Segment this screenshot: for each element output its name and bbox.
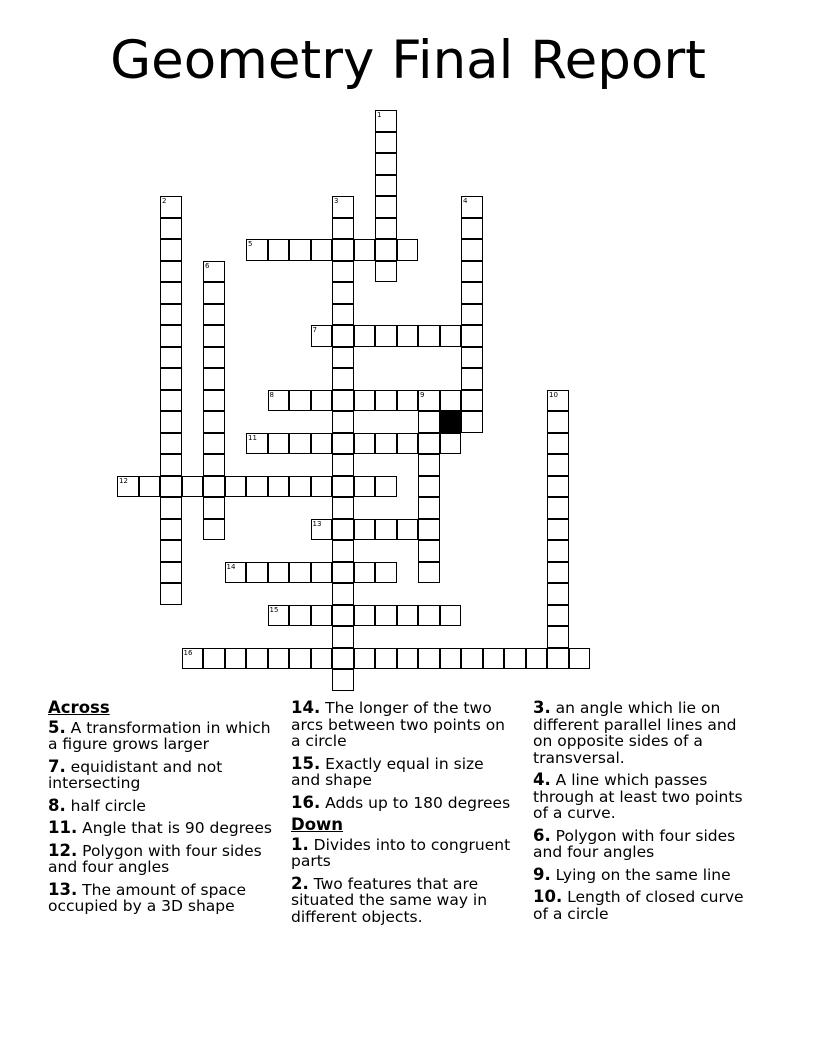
grid-cell[interactable]	[289, 648, 311, 670]
clue-number: 14.	[291, 698, 321, 717]
grid-cell[interactable]	[375, 605, 397, 627]
cell-number: 16	[183, 648, 193, 657]
grid-cell[interactable]	[268, 476, 290, 498]
grid-cell[interactable]	[375, 196, 397, 218]
clue-number: 10.	[533, 887, 563, 906]
grid-cell[interactable]	[440, 325, 462, 347]
grid-cell[interactable]	[289, 433, 311, 455]
clue-item	[48, 756, 273, 792]
grid-cell[interactable]	[268, 239, 290, 261]
cell-number: 2	[162, 197, 167, 205]
grid-cell[interactable]	[354, 519, 376, 541]
clue-text: The amount of space occupied by a 3D shape	[48, 880, 246, 915]
cell-number: 11	[248, 433, 257, 442]
clue-text: equidistant and not intersecting	[48, 757, 223, 792]
clue-item	[291, 834, 516, 870]
clue-number: 7.	[48, 756, 66, 776]
clues-column-2	[291, 700, 516, 931]
grid-cell[interactable]	[160, 562, 182, 584]
clue-text: Lying on the same line	[550, 865, 731, 884]
grid-cell[interactable]	[160, 282, 182, 304]
down-header: Down	[291, 815, 344, 834]
grid-cell[interactable]	[375, 153, 397, 175]
clue-item	[533, 700, 758, 766]
grid-cell[interactable]	[461, 282, 483, 304]
grid-cell[interactable]	[440, 605, 462, 627]
grid-cell[interactable]	[461, 304, 483, 326]
grid-cell[interactable]	[268, 562, 290, 584]
grid-cell[interactable]	[203, 433, 225, 455]
grid-cell[interactable]	[332, 390, 354, 412]
grid-cell[interactable]	[547, 519, 569, 541]
grid-cell[interactable]	[461, 239, 483, 261]
grid-black-cell	[440, 411, 462, 433]
clue-text: half circle	[65, 796, 146, 815]
clue-item	[48, 820, 273, 837]
grid-cell[interactable]	[354, 476, 376, 498]
grid-cell[interactable]	[268, 433, 290, 455]
clue-number: 6.	[533, 825, 551, 845]
grid-cell[interactable]	[354, 562, 376, 584]
clue-item	[48, 795, 273, 815]
cell-number: 10	[549, 390, 558, 399]
grid-cell[interactable]	[375, 562, 397, 584]
grid-cell[interactable]	[397, 648, 419, 670]
grid-cell[interactable]	[375, 648, 397, 670]
grid-cell[interactable]	[547, 497, 569, 519]
grid-cell[interactable]	[160, 261, 182, 283]
grid-cell[interactable]	[332, 476, 354, 498]
grid-cell[interactable]	[461, 390, 483, 412]
grid-cell[interactable]	[504, 648, 526, 670]
grid-cell[interactable]	[160, 476, 182, 498]
grid-cell[interactable]	[354, 433, 376, 455]
grid-cell[interactable]	[203, 282, 225, 304]
clue-item	[533, 772, 758, 822]
cell-number: 4	[463, 197, 468, 205]
grid-cell[interactable]	[483, 648, 505, 670]
grid-cell[interactable]	[332, 304, 354, 326]
grid-cell[interactable]	[332, 282, 354, 304]
cell-number: 14	[226, 562, 236, 571]
grid-cell[interactable]	[311, 605, 333, 627]
clue-text: A transformation in which a figure grows larger	[48, 718, 271, 753]
grid-cell[interactable]	[203, 648, 225, 670]
grid-cell[interactable]	[332, 562, 354, 584]
cell-number: 1	[377, 111, 382, 119]
grid-cell[interactable]	[375, 239, 397, 261]
clue-item	[533, 825, 758, 861]
grid-cell[interactable]	[203, 454, 225, 476]
grid-cell[interactable]	[182, 476, 204, 498]
grid-cell[interactable]	[332, 519, 354, 541]
grid-cell[interactable]	[547, 540, 569, 562]
grid-cell[interactable]	[397, 325, 419, 347]
grid-cell[interactable]	[289, 390, 311, 412]
grid-cell[interactable]	[354, 325, 376, 347]
grid-cell[interactable]	[418, 497, 440, 519]
grid-cell[interactable]	[547, 454, 569, 476]
cell-number: 15	[269, 605, 279, 614]
grid-cell[interactable]	[246, 648, 268, 670]
clue-number: 4.	[533, 770, 551, 789]
grid-cell[interactable]	[311, 562, 333, 584]
grid-cell[interactable]	[418, 519, 440, 541]
clue-text: Polygon with four sides and four angles	[533, 826, 736, 861]
grid-cell[interactable]	[461, 261, 483, 283]
grid-cell[interactable]	[332, 648, 354, 670]
grid-cell[interactable]	[547, 433, 569, 455]
grid-cell[interactable]	[332, 605, 354, 627]
grid-cell[interactable]	[375, 325, 397, 347]
cell-number: 5	[248, 240, 253, 248]
clue-text: Two features that are situated the same way in different objects.	[291, 874, 488, 926]
clue-text: Divides into to congruent parts	[291, 835, 511, 870]
grid-cell[interactable]	[139, 476, 161, 498]
across-header: Across	[48, 698, 110, 717]
clues-column-1	[48, 700, 273, 921]
grid-cell[interactable]	[160, 304, 182, 326]
grid-cell[interactable]	[547, 476, 569, 498]
grid-cell[interactable]	[354, 390, 376, 412]
grid-cell[interactable]	[160, 390, 182, 412]
grid-cell[interactable]	[203, 347, 225, 369]
grid-cell[interactable]	[418, 325, 440, 347]
grid-cell[interactable]	[311, 648, 333, 670]
grid-cell[interactable]	[375, 132, 397, 154]
grid-cell[interactable]	[160, 497, 182, 519]
grid-cell[interactable]	[440, 648, 462, 670]
grid-cell[interactable]	[332, 325, 354, 347]
grid-cell[interactable]	[397, 433, 419, 455]
clue-number: 12.	[48, 840, 78, 860]
grid-cell[interactable]	[375, 476, 397, 498]
grid-cell[interactable]	[332, 347, 354, 369]
grid-cell[interactable]	[461, 368, 483, 390]
clue-item	[291, 700, 516, 750]
grid-cell[interactable]	[332, 239, 354, 261]
grid-cell[interactable]	[461, 648, 483, 670]
grid-cell[interactable]	[418, 476, 440, 498]
grid-cell[interactable]	[160, 347, 182, 369]
clue-number: 8.	[48, 795, 66, 815]
grid-cell[interactable]	[203, 519, 225, 541]
grid-cell[interactable]	[311, 239, 333, 261]
grid-cell[interactable]	[203, 390, 225, 412]
clue-number: 15.	[291, 753, 321, 773]
grid-cell[interactable]	[203, 304, 225, 326]
grid-cell[interactable]	[569, 648, 591, 670]
grid-cell[interactable]	[203, 325, 225, 347]
cell-number: 7	[312, 326, 317, 334]
grid-cell[interactable]	[375, 175, 397, 197]
clue-item	[533, 889, 758, 922]
grid-cell[interactable]	[332, 497, 354, 519]
clue-number: 3.	[533, 698, 551, 717]
clue-number: 11.	[48, 818, 78, 837]
grid-cell[interactable]	[461, 411, 483, 433]
grid-cell[interactable]	[203, 476, 225, 498]
grid-cell[interactable]	[375, 261, 397, 283]
clue-number: 13.	[48, 879, 78, 899]
page-title: Geometry Final Report	[110, 30, 706, 91]
grid-cell[interactable]	[160, 239, 182, 261]
grid-cell[interactable]	[203, 411, 225, 433]
clue-number: 1.	[291, 834, 309, 854]
clue-text: an angle which lie on different parallel lines and on opposite sides of a transversal.	[533, 699, 737, 767]
grid-cell[interactable]	[354, 648, 376, 670]
grid-cell[interactable]	[332, 583, 354, 605]
clue-text: Exactly equal in size and shape	[291, 754, 484, 789]
grid-cell[interactable]	[332, 218, 354, 240]
clue-number: 16.	[291, 792, 321, 812]
grid-cell[interactable]	[160, 411, 182, 433]
grid-cell[interactable]	[246, 476, 268, 498]
grid-cell[interactable]	[246, 562, 268, 584]
clue-number: 2.	[291, 873, 309, 893]
grid-cell[interactable]	[547, 562, 569, 584]
cell-number: 13	[312, 519, 322, 528]
clue-item	[48, 717, 273, 753]
grid-cell[interactable]	[332, 540, 354, 562]
grid-cell[interactable]	[160, 583, 182, 605]
grid-cell[interactable]	[461, 218, 483, 240]
grid-cell[interactable]	[375, 519, 397, 541]
grid-cell[interactable]	[225, 648, 247, 670]
cell-number: 6	[205, 261, 210, 270]
grid-cell[interactable]	[418, 648, 440, 670]
grid-cell[interactable]	[547, 648, 569, 670]
cell-number: 8	[269, 390, 274, 399]
grid-cell[interactable]	[289, 239, 311, 261]
grid-cell[interactable]	[332, 454, 354, 476]
grid-cell[interactable]	[160, 519, 182, 541]
grid-cell[interactable]	[354, 605, 376, 627]
clue-text: Adds up to 180 degrees	[320, 793, 511, 812]
grid-cell[interactable]	[311, 390, 333, 412]
grid-cell[interactable]	[203, 497, 225, 519]
grid-cell[interactable]	[289, 605, 311, 627]
clue-text: Length of closed curve of a circle	[533, 888, 744, 923]
grid-cell[interactable]	[311, 433, 333, 455]
clue-item	[533, 864, 758, 884]
grid-cell[interactable]	[397, 239, 419, 261]
grid-cell[interactable]	[418, 454, 440, 476]
clue-text: The longer of the two arcs between two points on a circle	[291, 699, 506, 750]
grid-cell[interactable]	[547, 626, 569, 648]
grid-cell[interactable]	[160, 454, 182, 476]
grid-cell[interactable]	[332, 669, 354, 691]
cell-number: 12	[119, 476, 128, 485]
grid-cell[interactable]	[332, 411, 354, 433]
grid-cell[interactable]	[375, 218, 397, 240]
grid-cell[interactable]	[203, 368, 225, 390]
clue-item	[48, 840, 273, 876]
clue-item	[291, 753, 516, 789]
grid-cell[interactable]	[160, 325, 182, 347]
grid-cell[interactable]	[160, 218, 182, 240]
grid-cell[interactable]	[375, 433, 397, 455]
clue-item	[291, 792, 516, 812]
clue-text: A line which passes through at least two points of a curve.	[533, 771, 743, 822]
grid-cell[interactable]	[418, 433, 440, 455]
grid-cell[interactable]	[461, 325, 483, 347]
grid-cell[interactable]	[160, 540, 182, 562]
grid-cell[interactable]	[418, 411, 440, 433]
grid-cell[interactable]	[289, 476, 311, 498]
grid-cell[interactable]	[418, 605, 440, 627]
grid-cell[interactable]	[332, 368, 354, 390]
grid-cell[interactable]	[375, 390, 397, 412]
grid-cell[interactable]	[526, 648, 548, 670]
clue-text: Angle that is 90 degrees	[77, 819, 272, 837]
grid-cell[interactable]	[461, 347, 483, 369]
grid-cell[interactable]	[547, 583, 569, 605]
grid-cell[interactable]	[332, 433, 354, 455]
grid-cell[interactable]	[311, 476, 333, 498]
cell-number: 9	[420, 390, 425, 399]
grid-cell[interactable]	[418, 562, 440, 584]
clue-number: 9.	[533, 864, 551, 884]
clues-column-3	[533, 700, 758, 928]
grid-cell[interactable]	[397, 390, 419, 412]
grid-cell[interactable]	[354, 239, 376, 261]
cell-number: 3	[334, 197, 339, 205]
grid-cell[interactable]	[289, 562, 311, 584]
grid-cell[interactable]	[397, 519, 419, 541]
clue-item	[291, 873, 516, 926]
grid-cell[interactable]	[418, 540, 440, 562]
grid-cell[interactable]	[397, 605, 419, 627]
clue-number: 5.	[48, 717, 66, 737]
grid-cell[interactable]	[547, 605, 569, 627]
grid-cell[interactable]	[332, 626, 354, 648]
grid-cell[interactable]	[160, 433, 182, 455]
clue-text: Polygon with four sides and four angles	[48, 841, 262, 876]
grid-cell[interactable]	[440, 433, 462, 455]
grid-cell[interactable]	[268, 648, 290, 670]
grid-cell[interactable]	[440, 390, 462, 412]
grid-cell[interactable]	[225, 476, 247, 498]
grid-cell[interactable]	[547, 411, 569, 433]
grid-cell[interactable]	[332, 261, 354, 283]
grid-cell[interactable]	[160, 368, 182, 390]
clue-item	[48, 879, 273, 915]
